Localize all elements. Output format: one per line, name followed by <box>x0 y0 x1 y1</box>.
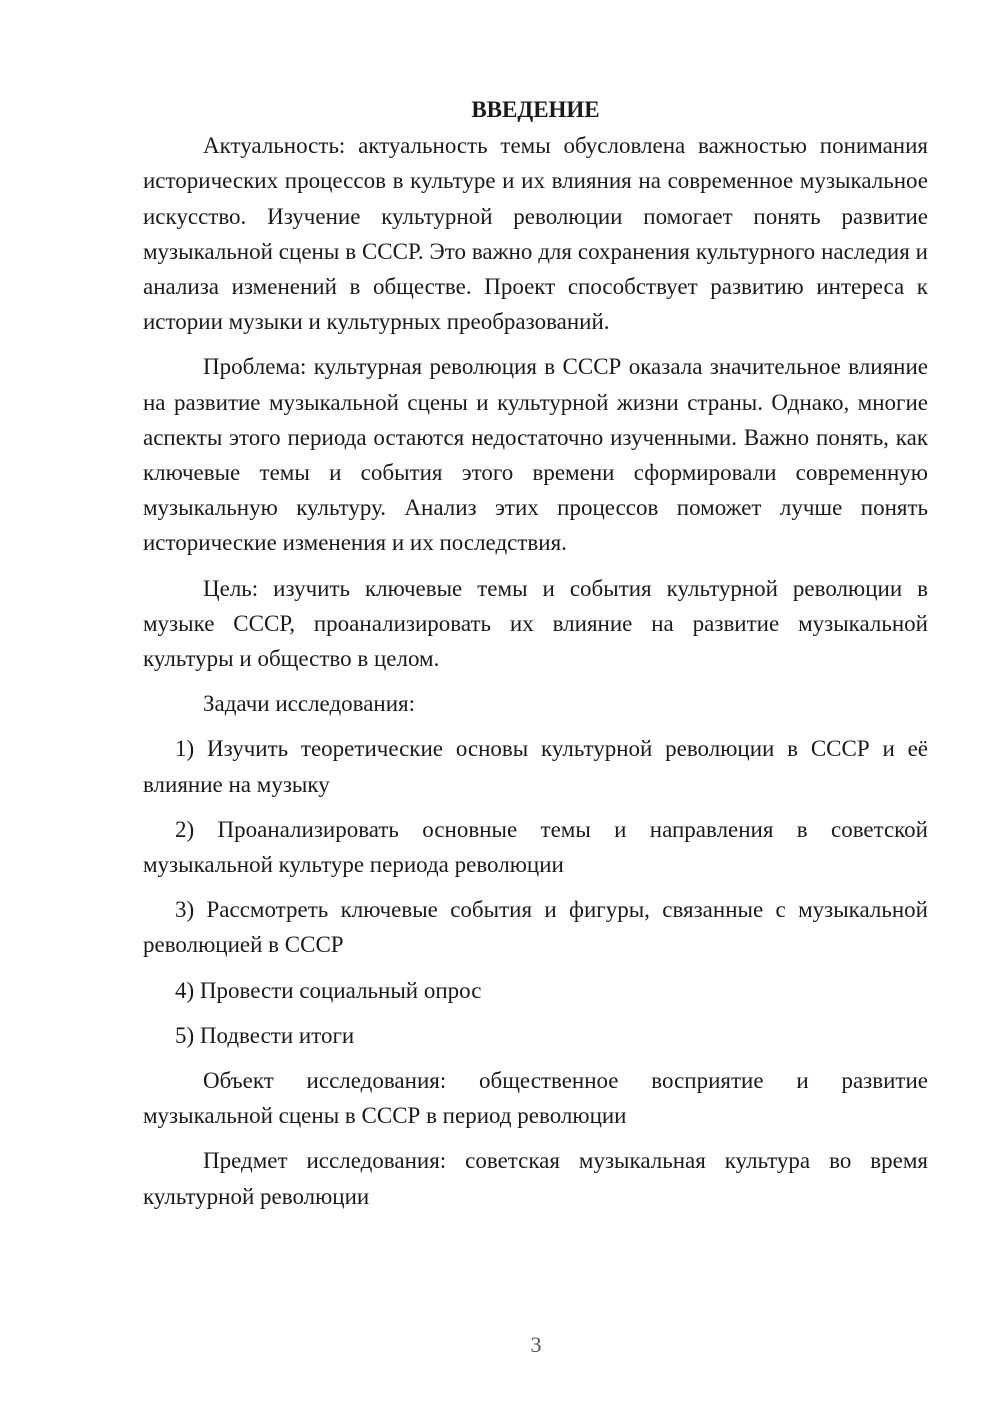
page-number: 3 <box>530 1332 542 1357</box>
problem-paragraph: Проблема: культурная революция в СССР оказала значительное влияние на развитие музыкальной сцены и культурной жизни страны. Однако, многие аспекты этого периода остаются недостаточно изученными. Важно понять, как ключевые темы и события этого времени сформировали современную музыкальную культуру. Анализ этих процессов поможет лучше понять исторические изменения и их последствия. <box>143 354 928 556</box>
page-body <box>143 92 928 1224</box>
tasks-list <box>143 731 928 1053</box>
section-heading: ВВЕДЕНИЕ <box>471 97 600 122</box>
task-item-4: 4) Провести социальный опрос <box>175 977 482 1003</box>
subject-paragraph: Предмет исследования: советская музыкальная культура во время культурной революции <box>143 1148 928 1209</box>
task-item-1: 1) Изучить теоретические основы культурной революции в СССР и её влияние на музыку <box>143 736 928 797</box>
object-paragraph: Объект исследования: общественное восприятие и развитие музыкальной сцены в СССР в период революции <box>143 1068 928 1129</box>
relevance-paragraph: Актуальность: актуальность темы обусловлена важностью понимания исторических процессов в культуре и их влияния на современное музыкальное искусство. Изучение культурной революции помогает понять развитие музыкальной сцены в СССР. Это важно для сохранения культурного наследия и анализа изменений в обществе. Проект способствует развитию интереса к истории музыки и культурных преобразований. <box>143 133 928 335</box>
task-item-3: 3) Рассмотреть ключевые события и фигуры, связанные с музыкальной революцией в СССР <box>143 897 928 958</box>
task-item-5: 5) Подвести итоги <box>175 1022 355 1048</box>
goal-paragraph: Цель: изучить ключевые темы и события культурной революции в музыке СССР, проанализировать их влияние на развитие музыкальной культуры и общество в целом. <box>143 575 928 672</box>
tasks-label: Задачи исследования: <box>203 691 416 717</box>
task-item-2: 2) Проанализировать основные темы и направления в советской музыкальной культуре периода революции <box>143 816 928 878</box>
